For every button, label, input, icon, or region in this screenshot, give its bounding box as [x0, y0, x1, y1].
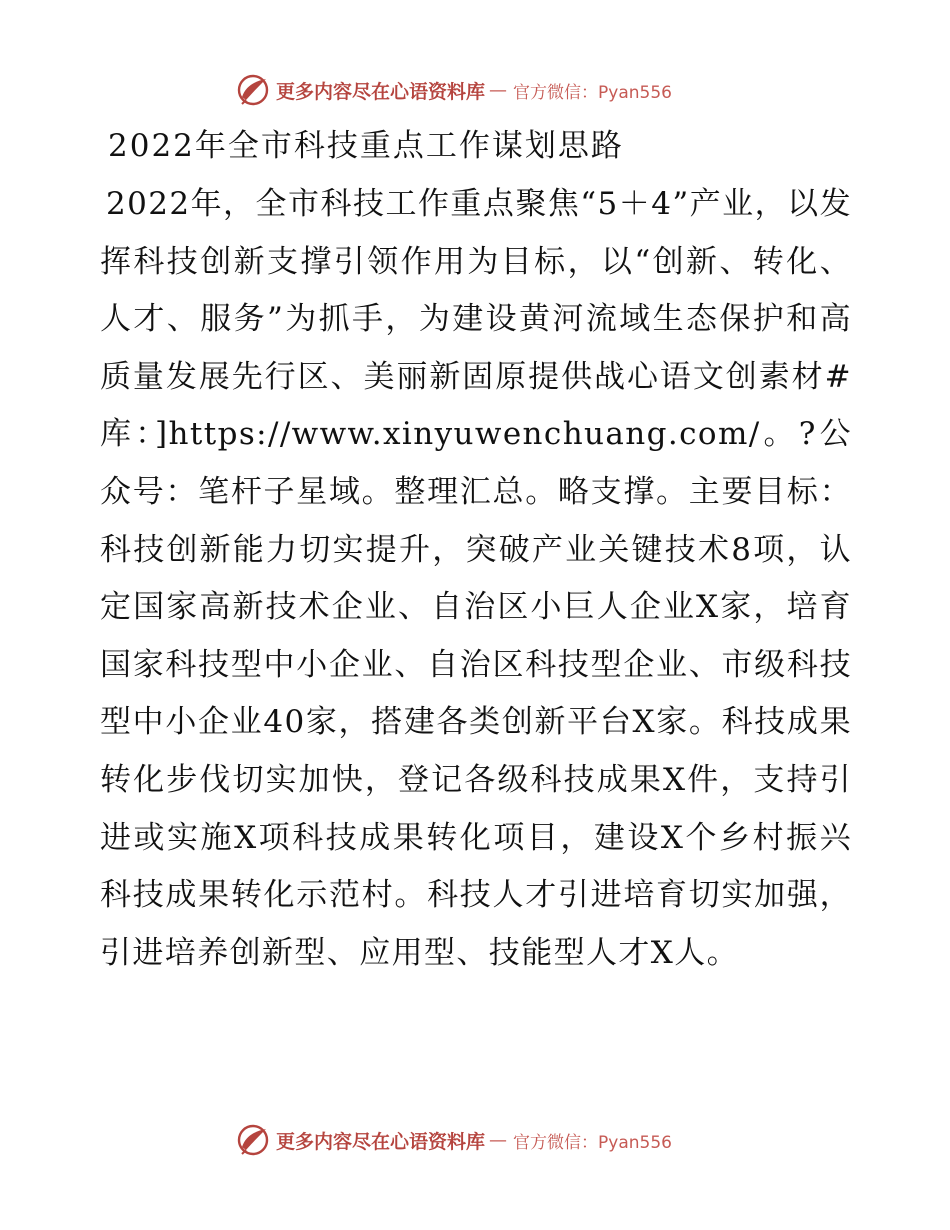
header-banner: [236, 72, 736, 108]
banner-site-name: 更多内容尽在心语资料库: [276, 80, 486, 103]
document-body-paragraph: 2022年，全市科技工作重点聚焦“5＋4”产业，以发挥科技创新支撑引领作用为目标，以“创新、转化、人才、服务”为抓手，为建设黄河流域生态保护和高质量发展先行区、美丽新固原提供战心语文创素材#库：]https://www.xinyuwenchuang.com/。?公众号：笔杆子星域。整理汇总。略支撑。主要目标：科技创新能力切实提升，突破产业关键技术8项，认定国家高新技术企业、自治区小巨人企业X家，培育国家科技型中小企业、自治区科技型企业、市级科技型中小企业40家，搭建各类创新平台X家。科技成果转化步伐切实加快，登记各级科技成果X件，支持引进或实施X项科技成果转化项目，建设X个乡村振兴科技成果转化示范村。科技人才引进培育切实加强，引进培养创新型、应用型、技能型人才X人。: [100, 186, 853, 971]
banner-wechat-id: 官方微信：Pyan556: [513, 82, 672, 103]
banner-separator: —: [489, 79, 508, 101]
document-title: 2022年全市科技重点工作谋划思路: [108, 128, 624, 164]
banner-wechat-id: 官方微信：Pyan556: [513, 1132, 672, 1153]
pen-circle-logo-icon: [236, 1123, 270, 1157]
banner-separator: —: [489, 1129, 508, 1151]
banner-site-name: 更多内容尽在心语资料库: [276, 1130, 486, 1153]
footer-banner: [236, 1122, 736, 1158]
pen-circle-logo-icon: [236, 73, 270, 107]
